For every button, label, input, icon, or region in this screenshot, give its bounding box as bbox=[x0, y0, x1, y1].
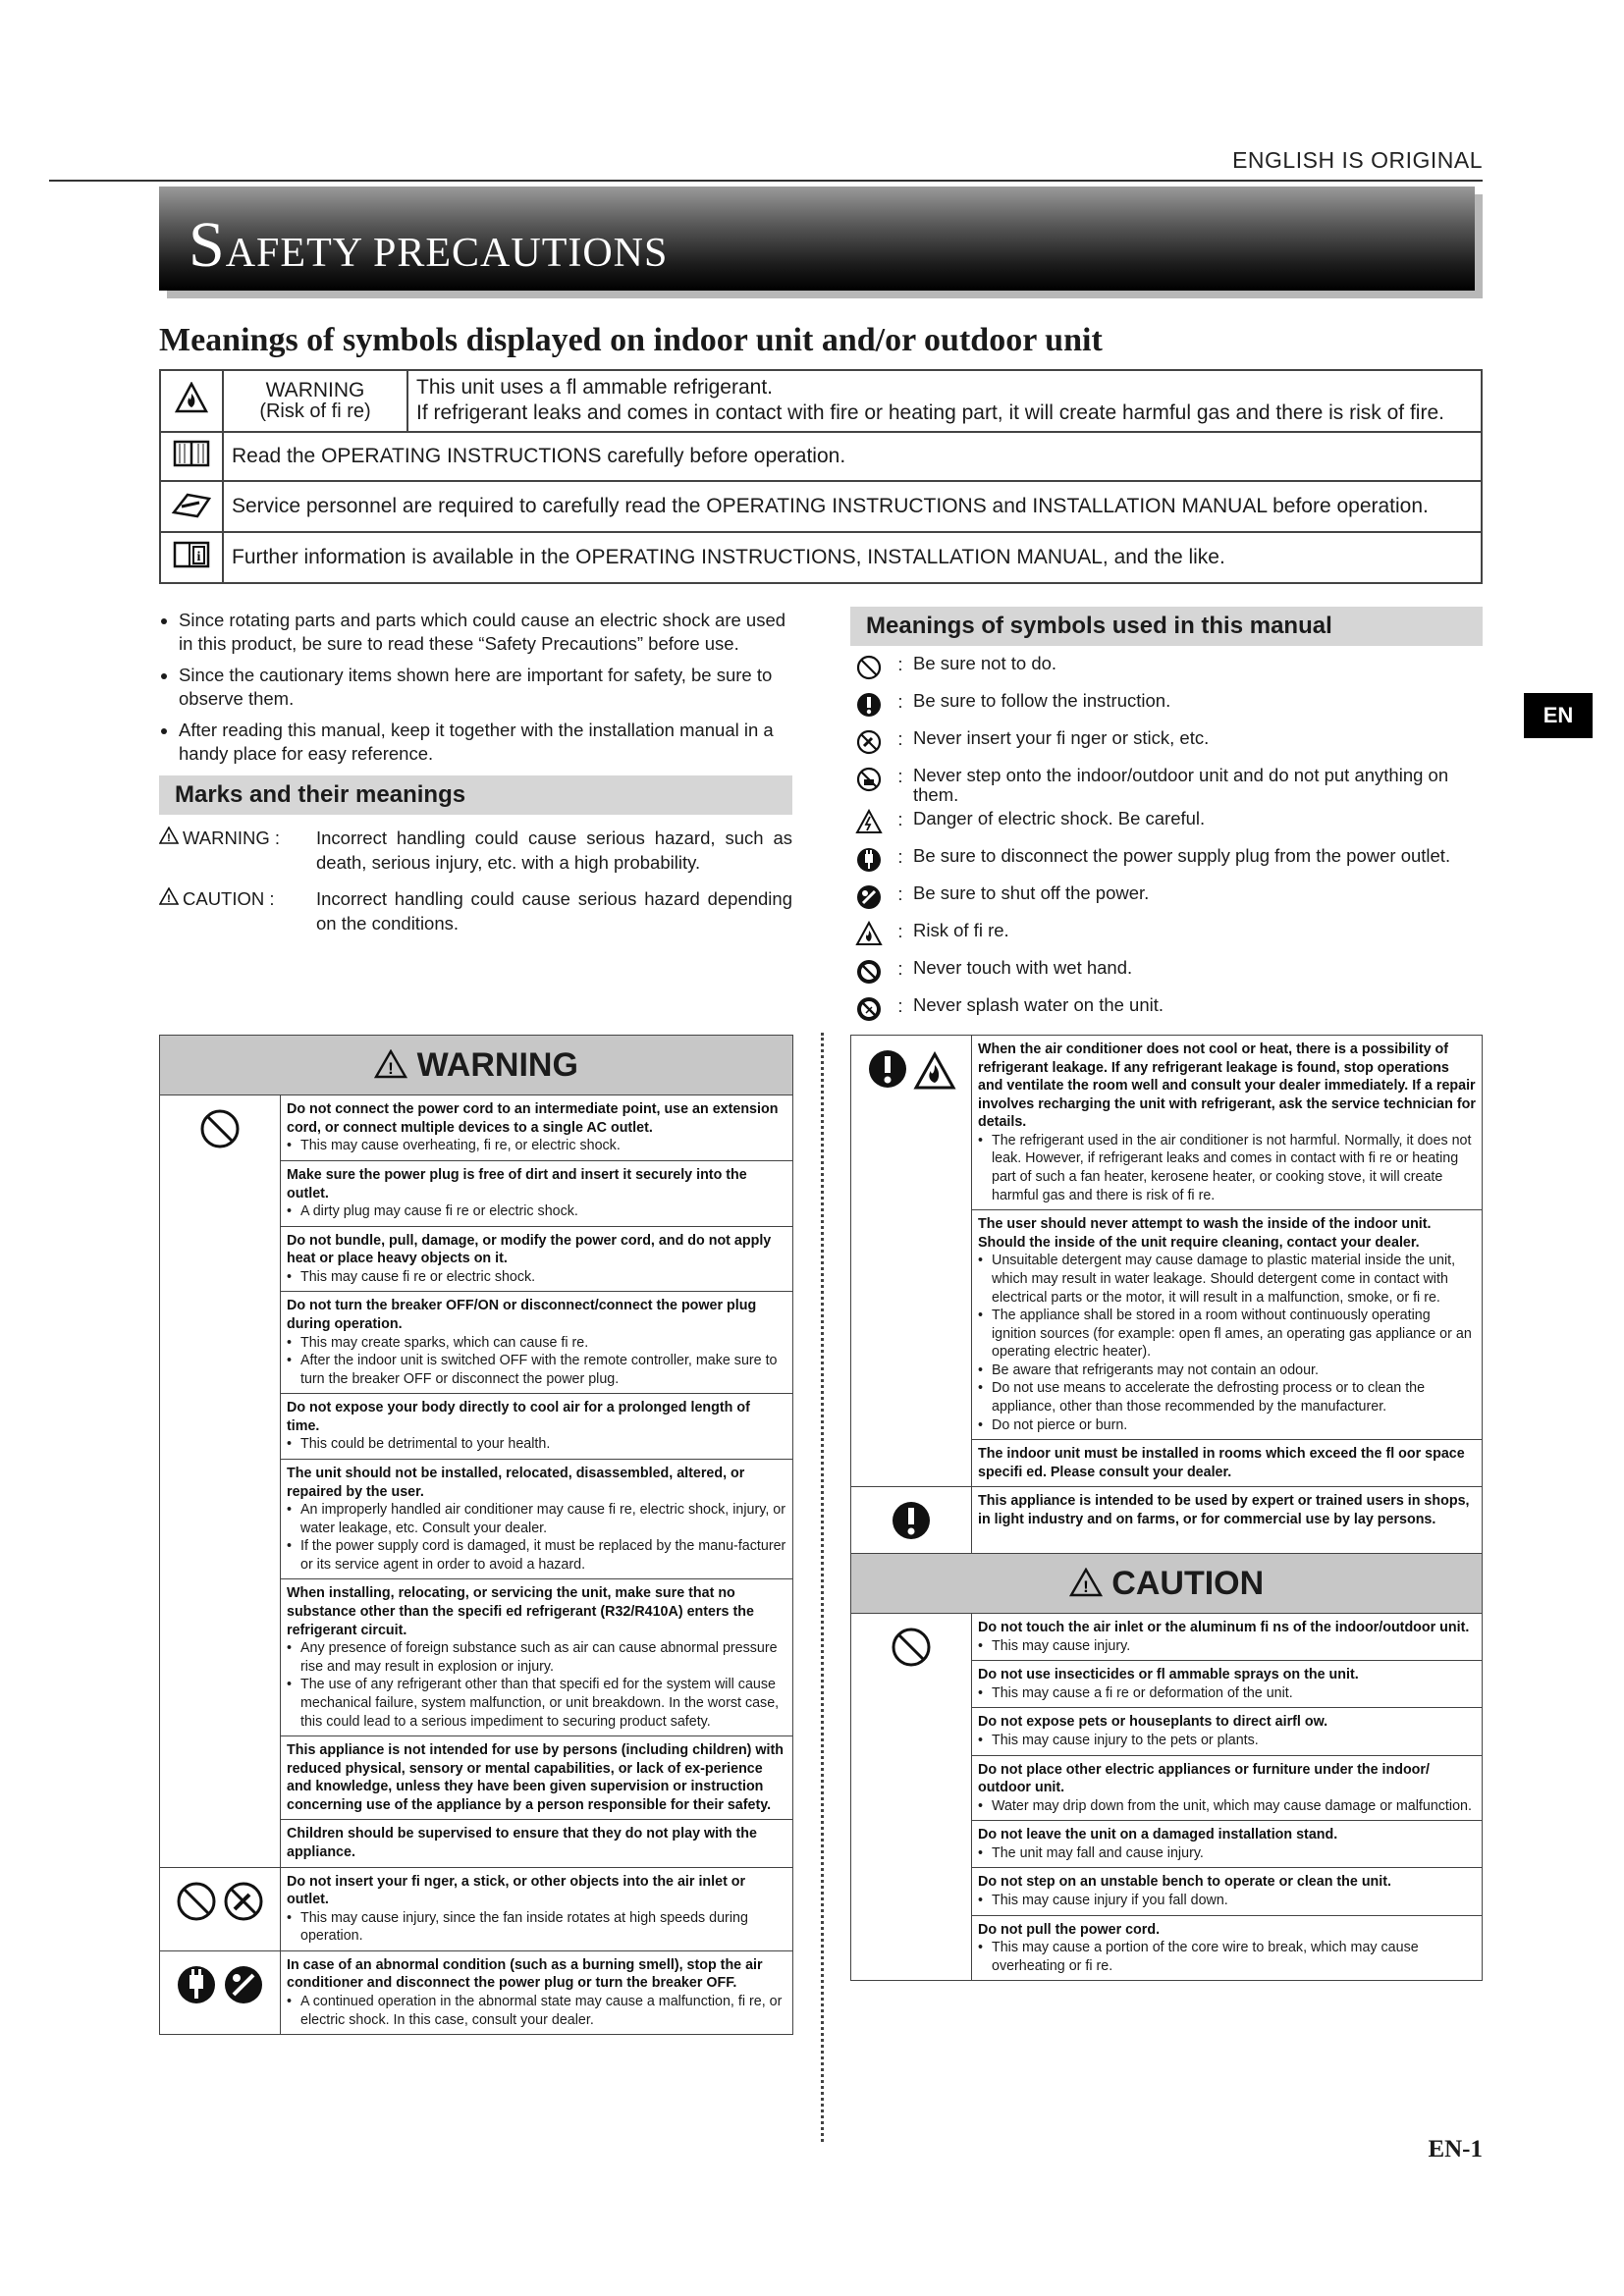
symbol-row: : Never splash water on the unit. bbox=[850, 995, 1483, 1033]
fire-warning-icon bbox=[160, 370, 223, 432]
warning-item bbox=[972, 1036, 1483, 1210]
column-divider bbox=[821, 1033, 824, 2142]
prohibition-icon bbox=[890, 1626, 933, 1669]
no-finger-icon bbox=[222, 1880, 265, 1923]
precaution-heading: Children should be supervised to ensure that they do not play with the appliance. bbox=[287, 1826, 757, 1860]
precaution-heading: Do not step on an unstable bench to operate or clean the unit. bbox=[978, 1874, 1391, 1891]
precaution-bullet: • This may cause injury. bbox=[978, 1637, 1131, 1654]
prohibition-icon-cell bbox=[160, 1095, 281, 1867]
prohibition-icon bbox=[198, 1107, 242, 1150]
warning-item bbox=[281, 1394, 793, 1460]
precaution-bullet: • After the indoor unit is switched OFF with the remote controller, make sure to turn the breaker OFF or disconnect the power plug. bbox=[287, 1353, 778, 1387]
precaution-heading: Do not pull the power cord. bbox=[978, 1921, 1161, 1938]
header-rule bbox=[49, 180, 1483, 182]
info-manual-icon bbox=[160, 532, 223, 583]
precaution-bullet: • This may create sparks, which can cause fi re. bbox=[287, 1334, 589, 1351]
precaution-bullet: • Be aware that refrigerants may not contain an odour. bbox=[978, 1362, 1319, 1378]
intro-bullets bbox=[159, 609, 797, 774]
manual-symbols-section bbox=[850, 607, 1483, 1033]
power-off-icon bbox=[222, 1963, 265, 2006]
symbol-row: : Be sure to follow the instruction. bbox=[850, 691, 1483, 728]
precaution-bullet: • A continued operation in the abnormal state may cause a malfunction, fi re, or electric shock. In this case, consult your dealer. bbox=[287, 1994, 783, 2028]
svg-text:i: i bbox=[196, 549, 201, 564]
marks-section bbox=[159, 775, 792, 936]
warning-item bbox=[281, 1867, 793, 1950]
symbol-row: : Be sure to disconnect the power supply plug from the power outlet. bbox=[850, 846, 1483, 883]
svg-text:!: ! bbox=[1082, 1576, 1089, 1596]
fire-risk-icon bbox=[913, 1051, 956, 1091]
service-personnel-text: Service personnel are required to carefully read the OPERATING INSTRUCTIONS and INSTALLATION MANUAL before operation. bbox=[223, 481, 1482, 532]
power-off-icon bbox=[855, 883, 883, 911]
mandatory-fire-icon-cell bbox=[851, 1036, 972, 1487]
precaution-heading: Do not connect the power cord to an intermediate point, use an extension cord, or connect multiple devices to a single AC outlet. bbox=[287, 1101, 779, 1136]
caution-item bbox=[972, 1868, 1483, 1915]
read-instructions-text: Read the OPERATING INSTRUCTIONS carefully before operation. bbox=[223, 432, 1482, 481]
svg-text:!: ! bbox=[388, 1059, 394, 1078]
warning-item bbox=[281, 1820, 793, 1867]
precaution-heading: Do not bundle, pull, damage, or modify the power cord, and do not apply heat or place heavy objects on it. bbox=[287, 1232, 772, 1267]
intro-bullet: • Since the cautionary items shown here are important for safety, be sure to observe them. bbox=[179, 664, 797, 711]
precaution-heading: Do not expose pets or houseplants to direct airfl ow. bbox=[978, 1714, 1328, 1731]
precaution-heading: This appliance is not intended for use by persons (including children) with reduced physical, sensory or mental capabilities, or lack of ex-perience and knowledge, unless they have been given supervision or instruction concerning use of the appliance by a person responsible for their safety. bbox=[287, 1742, 784, 1813]
warning-item bbox=[972, 1210, 1483, 1440]
mandatory-icon bbox=[866, 1047, 909, 1091]
caution-triangle-icon bbox=[159, 887, 179, 905]
precaution-bullet: • Unsuitable detergent may cause damage to plastic material inside the unit, which may result in water leakage. Should detergent come in contact with electrical parts or the motor, it will result in a malfunction, smoke, or fi re. bbox=[978, 1253, 1456, 1306]
symbol-row: : Be sure to shut off the power. bbox=[850, 883, 1483, 921]
warning-header: ! WARNING bbox=[160, 1036, 793, 1095]
no-step-icon bbox=[855, 766, 883, 793]
caution-item bbox=[972, 1661, 1483, 1708]
banner-title: SAFETY PRECAUTIONS bbox=[189, 209, 669, 281]
precaution-bullet: • This may cause a portion of the core wire to break, which may cause overheating or fi re. bbox=[978, 1940, 1419, 1974]
no-finger-icon-cell bbox=[160, 1867, 281, 1950]
precaution-bullet: • The use of any refrigerant other than that specifi ed for the system will cause mechanical failure, system malfunction, or unit breakdown. In the worst case, this could lead to a serious impediment to securing product safety. bbox=[287, 1677, 780, 1730]
precaution-bullet: • This may cause a fi re or deformation of the unit. bbox=[978, 1684, 1293, 1701]
precaution-heading: The user should never attempt to wash the inside of the indoor unit. Should the inside of the unit require cleaning, contact your dealer. bbox=[978, 1216, 1432, 1251]
caution-header-icon bbox=[1069, 1568, 1103, 1597]
marks-warning-row: ! WARNING : Incorrect handling could cause serious hazard, such as death, serious injury, etc. with a high probability. bbox=[159, 827, 792, 876]
precaution-bullet: • The appliance shall be stored in a room without continuously operating ignition sources (for example: open fl ames, an operating gas appliance or an operating electric heater). bbox=[978, 1308, 1472, 1361]
unplug-icon bbox=[175, 1963, 218, 2006]
unit-symbols-table bbox=[159, 369, 1483, 584]
warning-item bbox=[281, 1460, 793, 1579]
caution-item bbox=[972, 1915, 1483, 1981]
symbol-row: : Never insert your fi nger or stick, etc. bbox=[850, 728, 1483, 766]
warning-item bbox=[281, 1095, 793, 1161]
symbol-row: : Never touch with wet hand. bbox=[850, 958, 1483, 995]
caution-prohibition-icon-cell bbox=[851, 1614, 972, 1981]
warning-item bbox=[281, 1736, 793, 1820]
precaution-heading: When the air conditioner does not cool or heat, there is a possibility of refrigerant leakage. If any refrigerant leakage is found, stop operations and ventilate the room well and consult your dealer immediately. If a repair involves recharging the unit with refrigerant, ask the service technician for details. bbox=[978, 1041, 1476, 1131]
marks-title: Marks and their meanings bbox=[159, 775, 792, 815]
warning-item bbox=[281, 1950, 793, 2034]
prohibition-icon bbox=[175, 1880, 218, 1923]
warning-item bbox=[972, 1440, 1483, 1487]
symbol-row: : Be sure not to do. bbox=[850, 654, 1483, 691]
symbol-row: : Never step onto the indoor/outdoor unit and do not put anything on them. bbox=[850, 766, 1483, 809]
caution-item bbox=[972, 1708, 1483, 1755]
precaution-heading: Do not leave the unit on a damaged installation stand. bbox=[978, 1827, 1338, 1843]
caution-item bbox=[972, 1614, 1483, 1661]
electric-shock-icon bbox=[855, 809, 883, 834]
precaution-bullet: • Water may drip down from the unit, which may cause damage or malfunction. bbox=[978, 1797, 1472, 1814]
precaution-bullet: • The refrigerant used in the air conditioner is not harmful. Normally, it does not leak. However, if refrigerant leaks and comes in contact with fi re or heating part of such a fan heater, kerosene heater, or cooking stove, it will create harmful gas and there is risk of fi re. bbox=[978, 1132, 1472, 1203]
precaution-bullet: • Any presence of foreign substance such as air can cause abnormal pressure rise and may result in explosion or injury. bbox=[287, 1640, 778, 1675]
precaution-heading: The unit should not be installed, relocated, disassembled, altered, or repaired by the user. bbox=[287, 1466, 745, 1500]
precaution-heading: In case of an abnormal condition (such as a burning smell), stop the air conditioner and disconnect the power plug or turn the breaker OFF. bbox=[287, 1956, 763, 1992]
warning-item bbox=[281, 1226, 793, 1292]
manual-icon bbox=[160, 432, 223, 481]
intro-bullet: • Since rotating parts and parts which could cause an electric shock are used in this product, be sure to read these “Safety Precautions” before use. bbox=[179, 609, 797, 656]
precaution-bullet: • A dirty plug may cause fi re or electric shock. bbox=[287, 1203, 578, 1220]
section-title: Meanings of symbols displayed on indoor unit and/or outdoor unit bbox=[159, 322, 1103, 358]
caution-item bbox=[972, 1821, 1483, 1868]
precaution-heading: Do not expose your body directly to cool air for a prolonged length of time. bbox=[287, 1400, 750, 1434]
warning-table bbox=[159, 1035, 793, 2035]
warning-item bbox=[281, 1160, 793, 1226]
warning-item bbox=[281, 1579, 793, 1736]
warning-header-icon bbox=[374, 1049, 407, 1079]
caution-item bbox=[972, 1755, 1483, 1821]
precaution-bullet: • This may cause injury to the pets or plants. bbox=[978, 1732, 1259, 1748]
marks-caution-row: ! CAUTION : Incorrect handling could cause serious hazard depending on the conditions. bbox=[159, 887, 792, 936]
caution-header: ! CAUTION bbox=[851, 1553, 1483, 1613]
precaution-heading: Do not touch the air inlet or the aluminum fi ns of the indoor/outdoor unit. bbox=[978, 1620, 1470, 1636]
precaution-heading: Do not place other electric appliances or furniture under the indoor/ outdoor unit. bbox=[978, 1761, 1430, 1796]
precaution-heading: When installing, relocating, or servicing the unit, make sure that no substance other than the specifi ed refrigerant (R32/R410A) enters the refrigerant circuit. bbox=[287, 1585, 754, 1638]
english-is-original: ENGLISH IS ORIGINAL bbox=[1232, 147, 1483, 173]
no-water-icon bbox=[855, 995, 883, 1023]
precaution-heading: Do not use insecticides or fl ammable sprays on the unit. bbox=[978, 1667, 1359, 1683]
precaution-heading: Do not turn the breaker OFF/ON or disconnect/connect the power plug during operation. bbox=[287, 1298, 757, 1332]
precaution-heading: The indoor unit must be installed in rooms which exceed the fl oor space specifi ed. Please consult your dealer. bbox=[978, 1446, 1465, 1480]
svg-text:!: ! bbox=[167, 892, 171, 905]
symbol-row: : Risk of fi re. bbox=[850, 921, 1483, 958]
precaution-bullet: • If the power supply cord is damaged, it must be replaced by the manu-facturer or its service agent in order to avoid a hazard. bbox=[287, 1538, 786, 1573]
no-wet-hand-icon bbox=[855, 958, 883, 986]
service-manual-icon bbox=[160, 481, 223, 532]
fire-risk-icon bbox=[855, 921, 883, 946]
language-tab: EN bbox=[1524, 693, 1593, 738]
precaution-heading: Make sure the power plug is free of dirt and insert it securely into the outlet. bbox=[287, 1166, 747, 1201]
symbol-row: : Danger of electric shock. Be careful. bbox=[850, 809, 1483, 846]
precaution-heading: Do not insert your fi nger, a stick, or other objects into the air inlet or outlet. bbox=[287, 1873, 746, 1908]
page-number: EN-1 bbox=[1428, 2136, 1483, 2163]
manual-symbols-title: Meanings of symbols used in this manual bbox=[850, 607, 1483, 646]
precaution-bullet: • An improperly handled air conditioner may cause fi re, electric shock, injury, or water leakage, etc. Consult your dealer. bbox=[287, 1502, 785, 1536]
precaution-bullet: • This may cause injury if you fall down. bbox=[978, 1893, 1228, 1908]
right-warning-caution-table bbox=[850, 1035, 1483, 1981]
warning-item bbox=[972, 1487, 1483, 1554]
warning-triangle-icon bbox=[159, 827, 179, 844]
precaution-heading: This appliance is intended to be used by expert or trained users in shops, in light industry and on farms, or for commercial use by lay persons. bbox=[978, 1493, 1470, 1527]
mandatory-icon-cell bbox=[851, 1487, 972, 1554]
further-info-text: Further information is available in the OPERATING INSTRUCTIONS, INSTALLATION MANUAL, and the like. bbox=[223, 532, 1482, 583]
unplug-icon bbox=[855, 846, 883, 874]
power-icon-cell bbox=[160, 1950, 281, 2034]
warning-description: This unit uses a fl ammable refrigerant. If refrigerant leaks and comes in contact with fire or heating part, it will create harmful gas and there is risk of fire. bbox=[407, 370, 1482, 432]
mandatory-icon bbox=[855, 691, 883, 719]
precaution-bullet: • Do not pierce or burn. bbox=[978, 1416, 1128, 1433]
mandatory-icon bbox=[890, 1499, 933, 1542]
intro-bullet: • After reading this manual, keep it together with the installation manual in a handy place for easy reference. bbox=[179, 719, 797, 766]
warning-label-cell: WARNING (Risk of fi re) bbox=[223, 370, 407, 432]
precaution-bullet: • This may cause fi re or electric shock. bbox=[287, 1268, 536, 1285]
precaution-bullet: • This may cause injury, since the fan inside rotates at high speeds during operation. bbox=[287, 1909, 748, 1945]
safety-banner bbox=[159, 187, 1475, 291]
no-finger-icon bbox=[855, 728, 883, 756]
precaution-bullet: • The unit may fall and cause injury. bbox=[978, 1844, 1204, 1861]
precaution-bullet: • Do not use means to accelerate the defrosting process or to clean the appliance, other than those recommended by the manufacturer. bbox=[978, 1380, 1426, 1415]
warning-item bbox=[281, 1292, 793, 1394]
svg-text:!: ! bbox=[167, 832, 171, 844]
precaution-bullet: • This may cause overheating, fi re, or electric shock. bbox=[287, 1138, 621, 1154]
precaution-bullet: • This could be detrimental to your health. bbox=[287, 1436, 551, 1453]
prohibition-icon bbox=[855, 654, 883, 681]
